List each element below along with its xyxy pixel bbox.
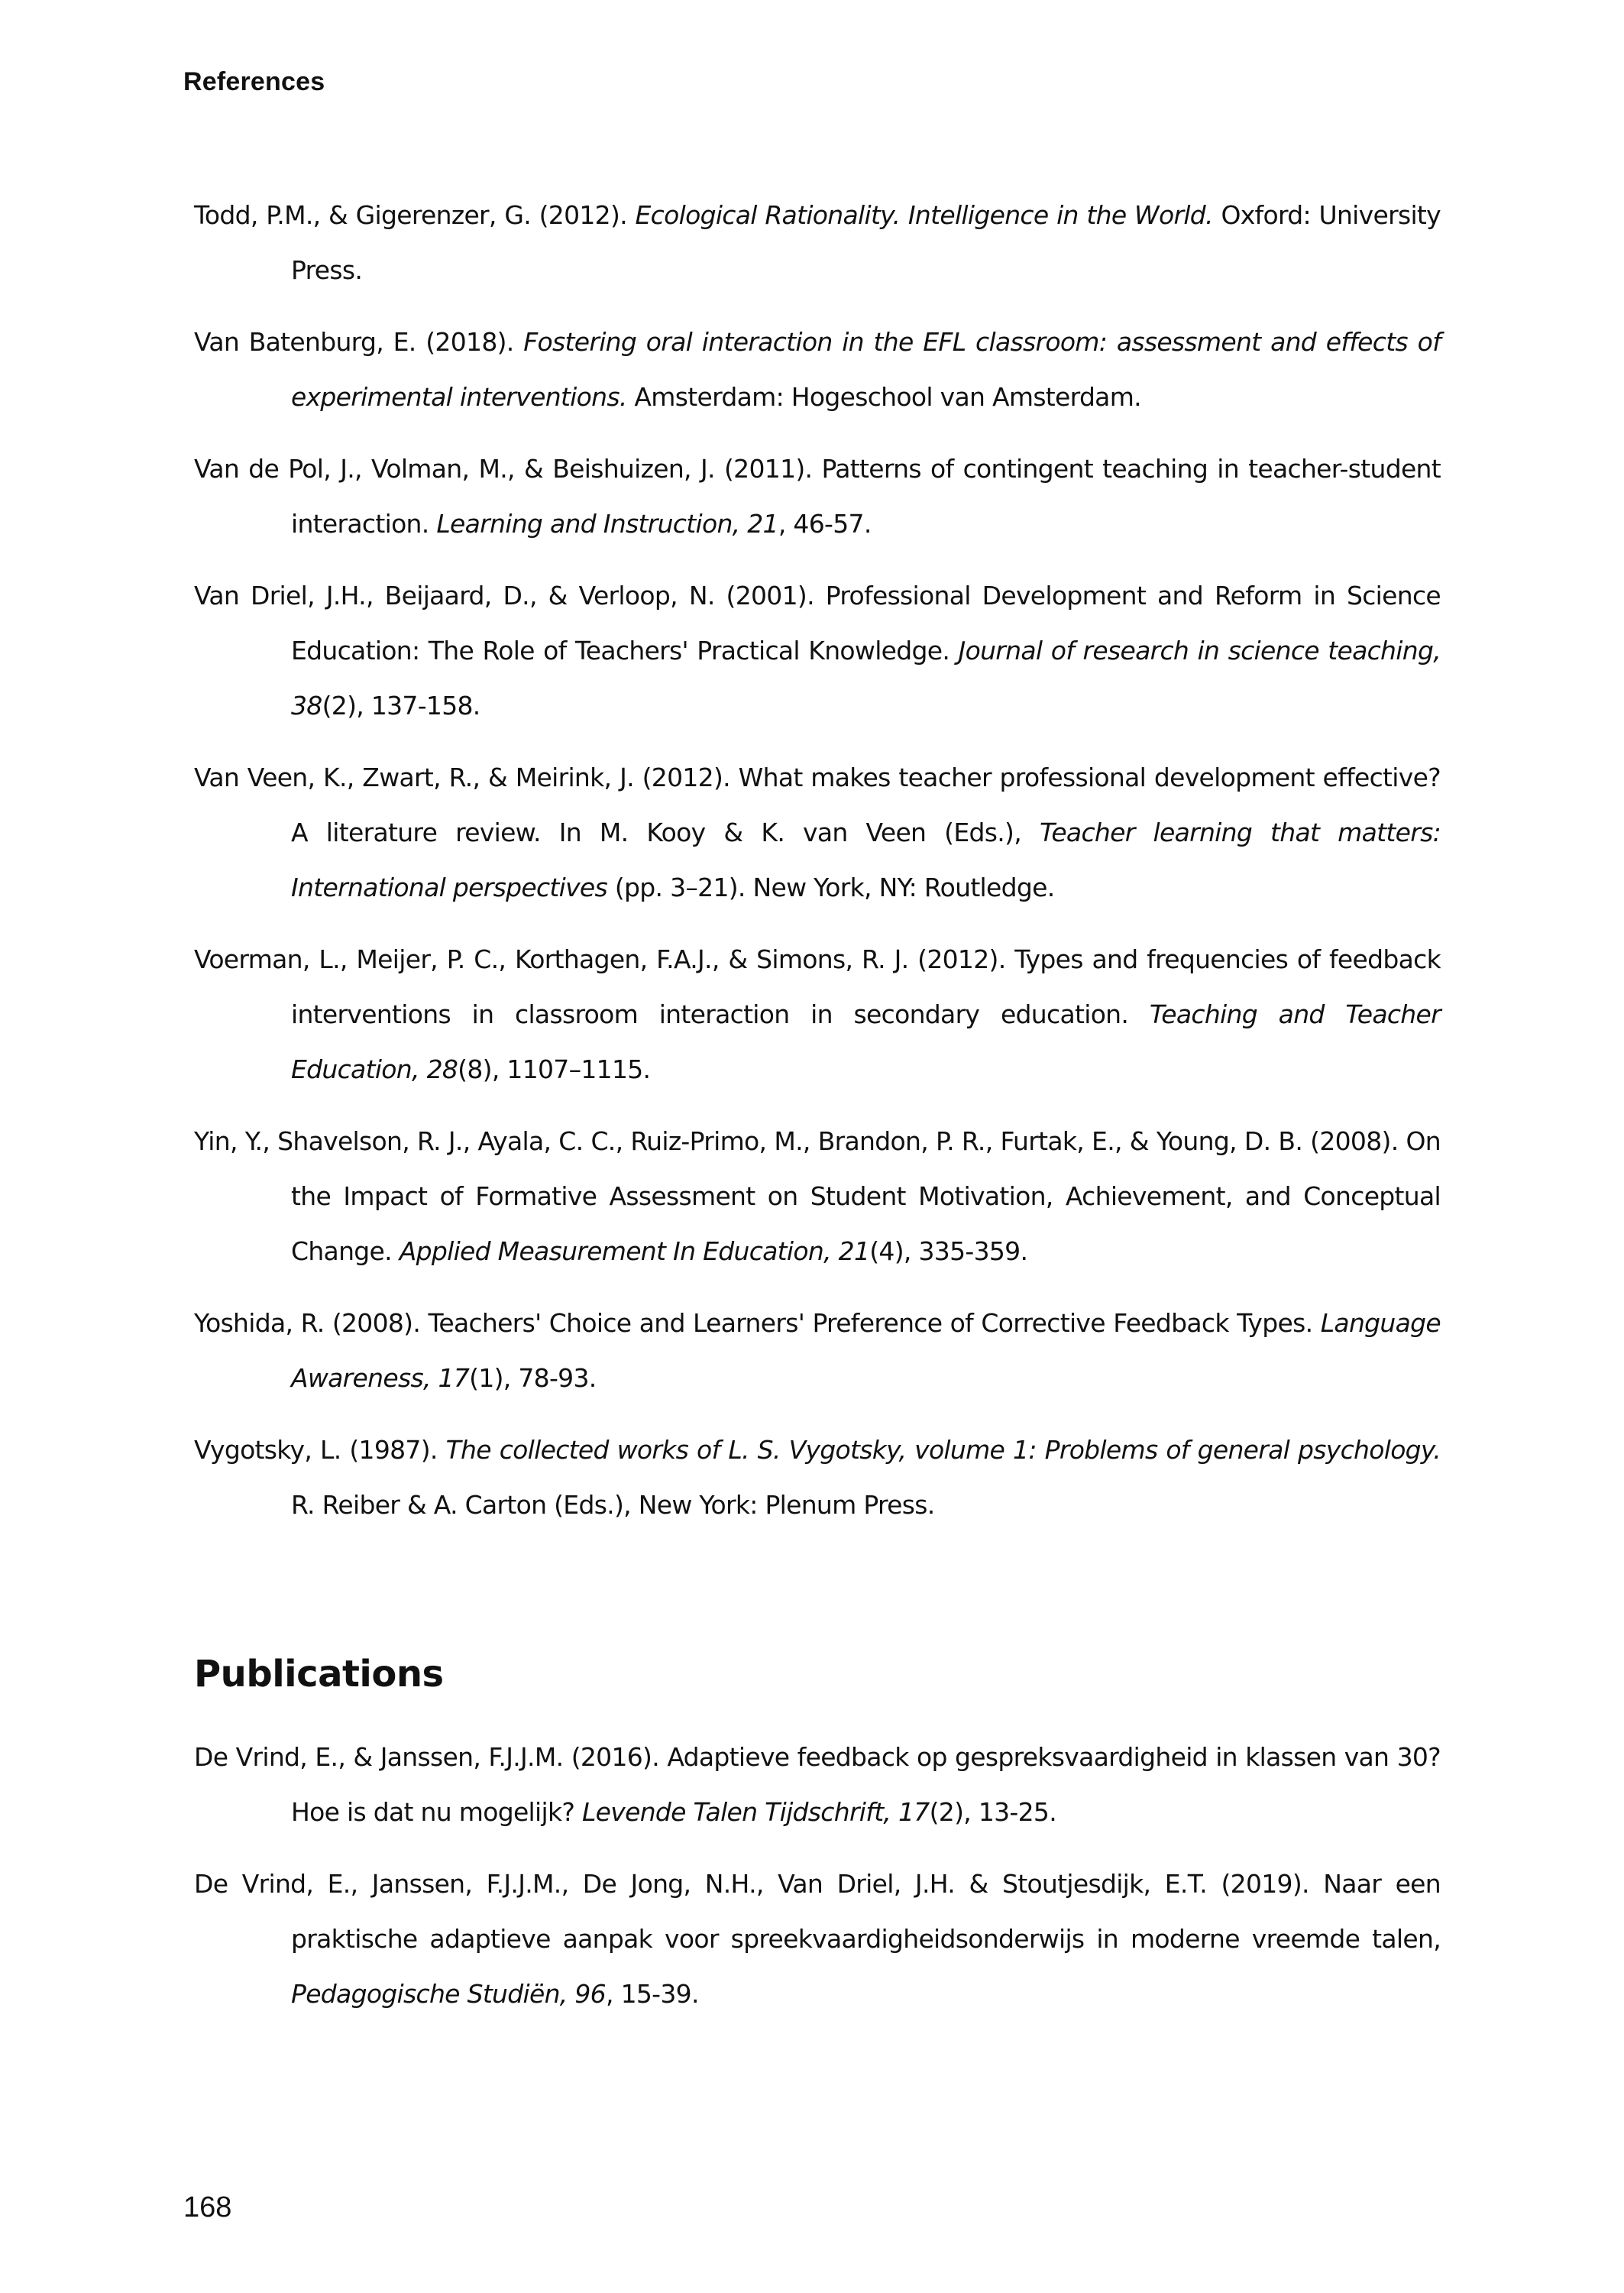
publication-text: De Vrind, E., & Janssen, F.J.J.M. (2016). Adaptieve feedback op gespreksvaardigheid in klassen van 30? Hoe is dat nu mogelijk? <box>194 1742 1441 1827</box>
reference-entry <box>194 442 1441 552</box>
publication-text: (2), 13-25. <box>929 1797 1057 1827</box>
running-header: References <box>183 67 325 96</box>
reference-title: Teaching and Teacher Education, 28 <box>291 999 1441 1084</box>
reference-text: (1), 78-93. <box>469 1363 597 1393</box>
reference-entry <box>194 315 1441 425</box>
reference-entry <box>194 1423 1441 1533</box>
reference-title: Teacher learning that matters: International perspectives <box>291 818 1441 902</box>
reference-text: Van Veen, K., Zwart, R., & Meirink, J. (2012). What makes teacher professional development effective? A literature review. In M. Kooy & K. van Veen (Eds.), <box>194 763 1441 847</box>
reference-title: The collected works of L. S. Vygotsky, volume 1: Problems of general psychology. <box>445 1435 1441 1465</box>
publications-heading: Publications <box>194 1653 444 1695</box>
reference-text: R. Reiber & A. Carton (Eds.), New York: Plenum Press. <box>291 1490 935 1520</box>
reference-text: Amsterdam: Hogeschool van Amsterdam. <box>626 382 1141 412</box>
publication-text: , 15-39. <box>605 1979 699 2009</box>
reference-entry <box>194 188 1441 298</box>
publication-text: De Vrind, E., Janssen, F.J.J.M., De Jong, N.H., Van Driel, J.H. & Stoutjesdijk, E.T. (2019). Naar een praktische adaptieve aanpak voor spreekvaardigheidsonderwijs in moderne vreemde talen, <box>194 1869 1441 1954</box>
reference-list <box>194 188 1441 1550</box>
reference-text: Todd, P.M., & Gigerenzer, G. (2012). <box>194 200 636 230</box>
reference-entry <box>194 750 1441 915</box>
reference-entry <box>194 932 1441 1097</box>
reference-text: Voerman, L., Meijer, P. C., Korthagen, F.A.J., & Simons, R. J. (2012). Types and frequencies of feedback interventions in classroom interaction in secondary education. <box>194 944 1441 1029</box>
reference-title: Language Awareness, 17 <box>291 1308 1441 1393</box>
reference-title: Applied Measurement In Education, 21 <box>399 1236 870 1266</box>
reference-text: (pp. 3–21). New York, NY: Routledge. <box>607 873 1055 902</box>
publication-list <box>194 1730 1441 2039</box>
publication-entry <box>194 1857 1441 2022</box>
reference-text: Oxford: University Press. <box>291 200 1441 285</box>
reference-text: Van de Pol, J., Volman, M., & Beishuizen, J. (2011). Patterns of contingent teaching in teacher-student interaction. <box>194 454 1441 539</box>
reference-title: Learning and Instruction, 21 <box>436 509 778 539</box>
publication-journal: Levende Talen Tijdschrift, 17 <box>581 1797 930 1827</box>
reference-text: (2), 137-158. <box>322 691 480 721</box>
reference-entry <box>194 1114 1441 1279</box>
reference-text: (8), 1107–1115. <box>458 1054 651 1084</box>
reference-text: , 46-57. <box>778 509 872 539</box>
reference-title: Fostering oral interaction in the EFL classroom: assessment and effects of experimental interventions. <box>291 327 1441 412</box>
reference-text: (4), 335-359. <box>869 1236 1028 1266</box>
publication-journal: Pedagogische Studiën, 96 <box>291 1979 606 2009</box>
publication-entry <box>194 1730 1441 1840</box>
reference-text: Van Batenburg, E. (2018). <box>194 327 524 357</box>
reference-text: Van Driel, J.H., Beijaard, D., & Verloop, N. (2001). Professional Development and Reform in Science Education: The Role of Teachers' Practical Knowledge. <box>194 581 1441 666</box>
reference-entry <box>194 568 1441 734</box>
reference-text: Yin, Y., Shavelson, R. J., Ayala, C. C., Ruiz-Primo, M., Brandon, P. R., Furtak, E., & Young, D. B. (2008). On the Impact of Formative Assessment on Student Motivation, Achievement, and Conceptual Change. <box>194 1126 1441 1266</box>
reference-text: Vygotsky, L. (1987). <box>194 1435 446 1465</box>
reference-entry <box>194 1296 1441 1406</box>
page-number: 168 <box>183 2191 232 2223</box>
reference-title: Journal of research in science teaching, 38 <box>291 636 1441 721</box>
reference-title: Ecological Rationality. Intelligence in the World. <box>635 200 1213 230</box>
reference-text: Yoshida, R. (2008). Teachers' Choice and Learners' Preference of Corrective Feedback Types. <box>194 1308 1321 1338</box>
